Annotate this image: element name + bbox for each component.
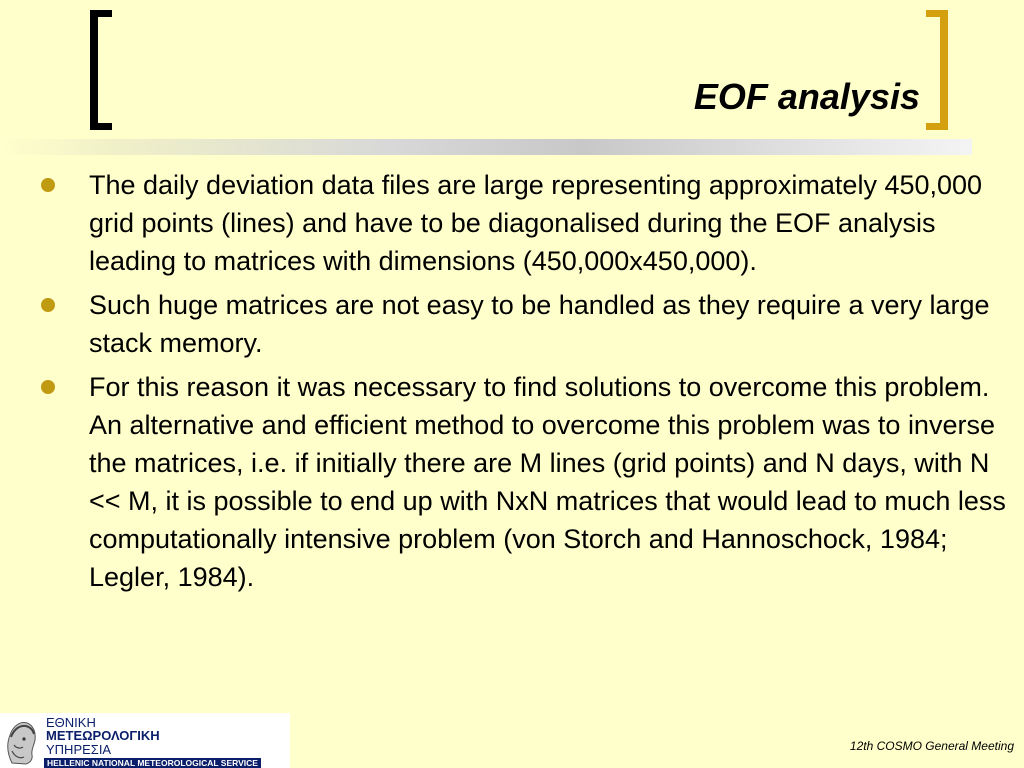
bullet-dot-icon <box>41 298 55 312</box>
bullet-item <box>0 286 1024 362</box>
bullet-text: Such huge matrices are not easy to be handled as they require a very large stack memory. <box>89 290 990 358</box>
bullet-item <box>0 166 1024 280</box>
hnms-logo <box>0 713 290 768</box>
title-underline-bar <box>0 139 972 155</box>
logo-text-line1: ΕΘΝΙΚΗ <box>46 715 96 730</box>
greek-head-emblem-icon <box>2 715 40 767</box>
bullet-text: For this reason it was necessary to find solutions to overcome this problem. An alternative and efficient method to overcome this problem was to inverse the matrices, i.e. if initially there are M lines (grid points) and N days, with N << M, it is possible to end up with NxN matrices that would lead to much less computationally intensive problem (von Storch and Hannoschock, 1984; Legler, 1984). <box>89 372 1006 592</box>
right-bracket-decoration <box>926 10 948 130</box>
logo-text-line4: HELLENIC NATIONAL METEOROLOGICAL SERVICE <box>44 758 261 768</box>
bullet-text: The daily deviation data files are large representing approximately 450,000 grid points (lines) and have to be diagonalised during the EOF analysis leading to matrices with dimensions (450,000x450,000). <box>89 170 983 276</box>
bullet-dot-icon <box>41 178 55 192</box>
bullet-item <box>0 368 1024 596</box>
logo-text-line2: ΜΕΤΕΩΡΟΛΟΓΙΚΗ <box>46 728 160 743</box>
left-bracket-decoration <box>90 10 112 130</box>
bullet-list <box>0 166 1024 602</box>
bullet-dot-icon <box>41 380 55 394</box>
slide-title: EOF analysis <box>693 76 920 117</box>
footer-text: 12th COSMO General Meeting <box>849 739 1014 753</box>
logo-text-line3: ΥΠΗΡΕΣΙΑ <box>46 742 112 757</box>
